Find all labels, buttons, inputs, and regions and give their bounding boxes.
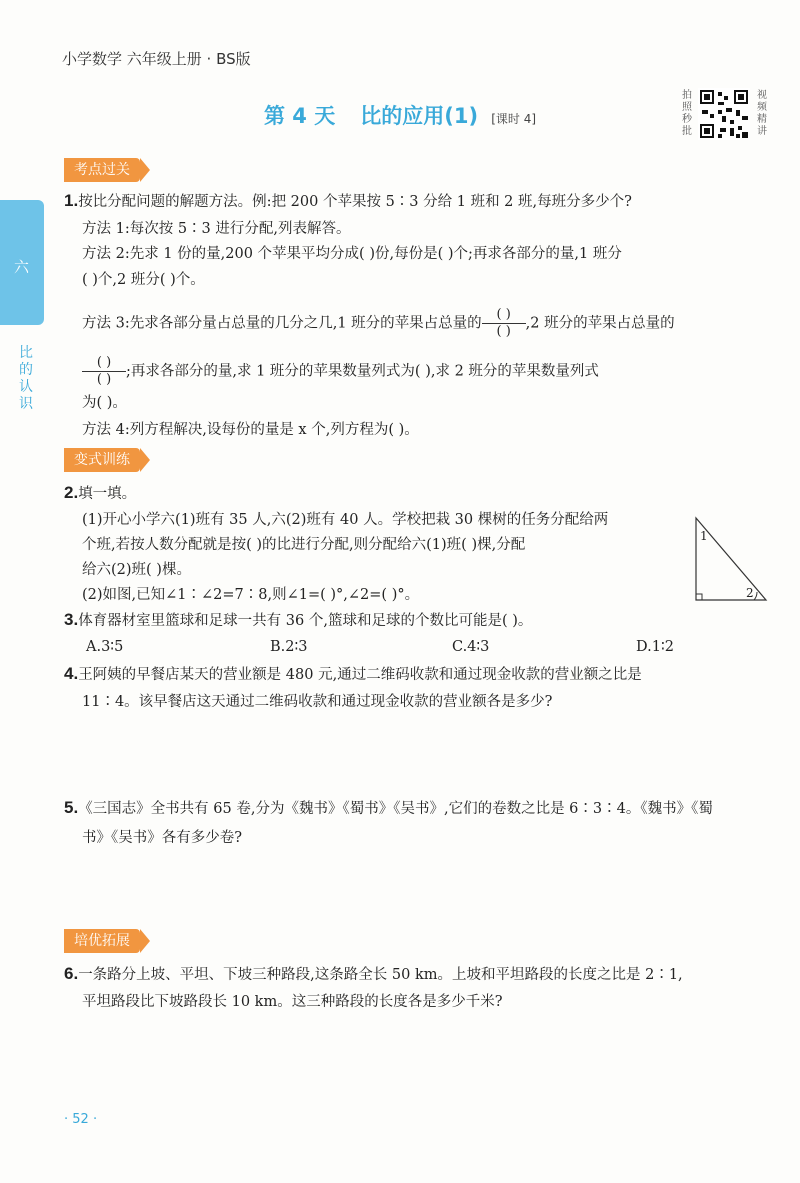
lesson-name: 比的应用(1) — [360, 104, 479, 128]
angle-label-1: 1 — [700, 529, 708, 543]
method-3-line-2 — [82, 356, 599, 387]
chapter-unit: 比的认识 — [19, 345, 33, 412]
lesson-title — [0, 100, 800, 130]
method-1: 方法 1:每次按 5∶3 进行分配,列表解答。 — [82, 221, 351, 237]
method-3-text-a: 方法 3:先求各部分量占总量的几分之几,1 班分的苹果占总量的 — [82, 315, 482, 332]
qr-right-caption: 视频精讲 — [757, 90, 767, 137]
lesson-tag: [课时 4] — [491, 112, 537, 126]
question-text: 一条路分上坡、平坦、下坡三种路段,这条路全长 50 km。上坡和平坦路段的长度之比是 2∶1, — [78, 967, 683, 983]
question-2-1-line-1: (1)开心小学六(1)班有 35 人,六(2)班有 40 人。学校把栽 30 棵树的任务分配给两 — [82, 512, 609, 528]
question-number: 3. — [64, 610, 79, 629]
question-number: 5. — [64, 798, 79, 817]
method-3-line-3: 为( )。 — [82, 395, 127, 411]
question-1-stem — [64, 191, 632, 212]
question-4-stem — [64, 664, 642, 685]
book-header: 小学数学 六年级上册 · BS版 — [62, 50, 251, 68]
question-text: 《三国志》全书共有 65 卷,分为《魏书》《蜀书》《吴书》,它们的卷数之比是 6∶3∶4。《魏书》《蜀 — [78, 801, 713, 817]
method-4: 方法 4:列方程解决,设每份的量是 x 个,列方程为( )。 — [82, 422, 419, 438]
option-c[interactable]: C.4∶3 — [452, 639, 490, 655]
question-number: 1. — [64, 191, 79, 210]
question-number: 4. — [64, 664, 79, 683]
fraction-numerator: ( ) — [96, 355, 112, 370]
answer-fraction-1[interactable] — [482, 308, 526, 339]
method-3-text-b: ,2 班分的苹果占总量的 — [525, 315, 675, 332]
section-badge-3: 培优拓展 — [64, 929, 140, 953]
option-b[interactable]: B.2∶3 — [270, 639, 308, 655]
lesson-day: 第 4 天 — [263, 104, 336, 128]
question-2-1-line-3: 给六(2)班( )棵。 — [82, 562, 191, 578]
page-number: · 52 · — [64, 1112, 98, 1127]
question-6-line-2: 平坦路段比下坡路段长 10 km。这三种路段的长度各是多少千米? — [82, 994, 503, 1010]
triangle-figure — [690, 514, 770, 604]
answer-fraction-2[interactable] — [82, 356, 126, 387]
method-2-line-2: ( )个,2 班分( )个。 — [82, 272, 205, 288]
question-text: 按比分配问题的解题方法。例:把 200 个苹果按 5∶3 分给 1 班和 2 班,每班分多少个? — [78, 194, 632, 210]
chapter-number: 六 — [14, 258, 30, 276]
angle-label-2: 2 — [746, 586, 754, 600]
question-4-line-2: 11∶4。该早餐店这天通过二维码收款和通过现金收款的营业额各是多少? — [82, 694, 553, 710]
question-2-stem — [64, 483, 136, 504]
question-5-stem — [64, 798, 713, 819]
method-3-line-1 — [82, 308, 675, 339]
question-3-stem — [64, 610, 532, 631]
fraction-numerator: ( ) — [496, 307, 511, 322]
question-5-line-2: 书》《吴书》各有多少卷? — [82, 830, 243, 846]
question-text: 填一填。 — [78, 486, 137, 502]
question-2-1-line-2: 个班,若按人数分配就是按( )的比进行分配,则分配给六(1)班( )棵,分配 — [82, 537, 526, 553]
question-text: 体育器材室里篮球和足球一共有 36 个,篮球和足球的个数比可能是( )。 — [78, 613, 533, 629]
question-6-stem — [64, 964, 683, 985]
question-text: 王阿姨的早餐店某天的营业额是 480 元,通过二维码收款和通过现金收款的营业额之比是 — [78, 667, 642, 683]
option-a[interactable]: A.3∶5 — [86, 639, 124, 655]
section-badge-1: 考点过关 — [64, 158, 140, 182]
method-2-line-1: 方法 2:先求 1 份的量,200 个苹果平均分成( )份,每份是( )个;再求各部分的量,1 班分 — [82, 246, 622, 262]
fraction-denominator: ( ) — [96, 372, 112, 387]
question-2-2: (2)如图,已知∠1∶∠2=7∶8,则∠1=( )°,∠2=( )°。 — [82, 587, 420, 603]
page-number-value: 52 — [72, 1112, 89, 1127]
fraction-denominator: ( ) — [496, 324, 511, 339]
qr-code-icon[interactable] — [698, 88, 750, 140]
qr-left-caption: 拍照秒批 — [682, 90, 692, 137]
method-3-text-c: ;再求各部分的量,求 1 班分的苹果数量列式为( ),求 2 班分的苹果数量列式 — [126, 363, 599, 380]
question-number: 2. — [64, 483, 79, 502]
question-number: 6. — [64, 964, 79, 983]
section-badge-2: 变式训练 — [64, 448, 140, 472]
option-d[interactable]: D.1∶2 — [636, 639, 674, 655]
